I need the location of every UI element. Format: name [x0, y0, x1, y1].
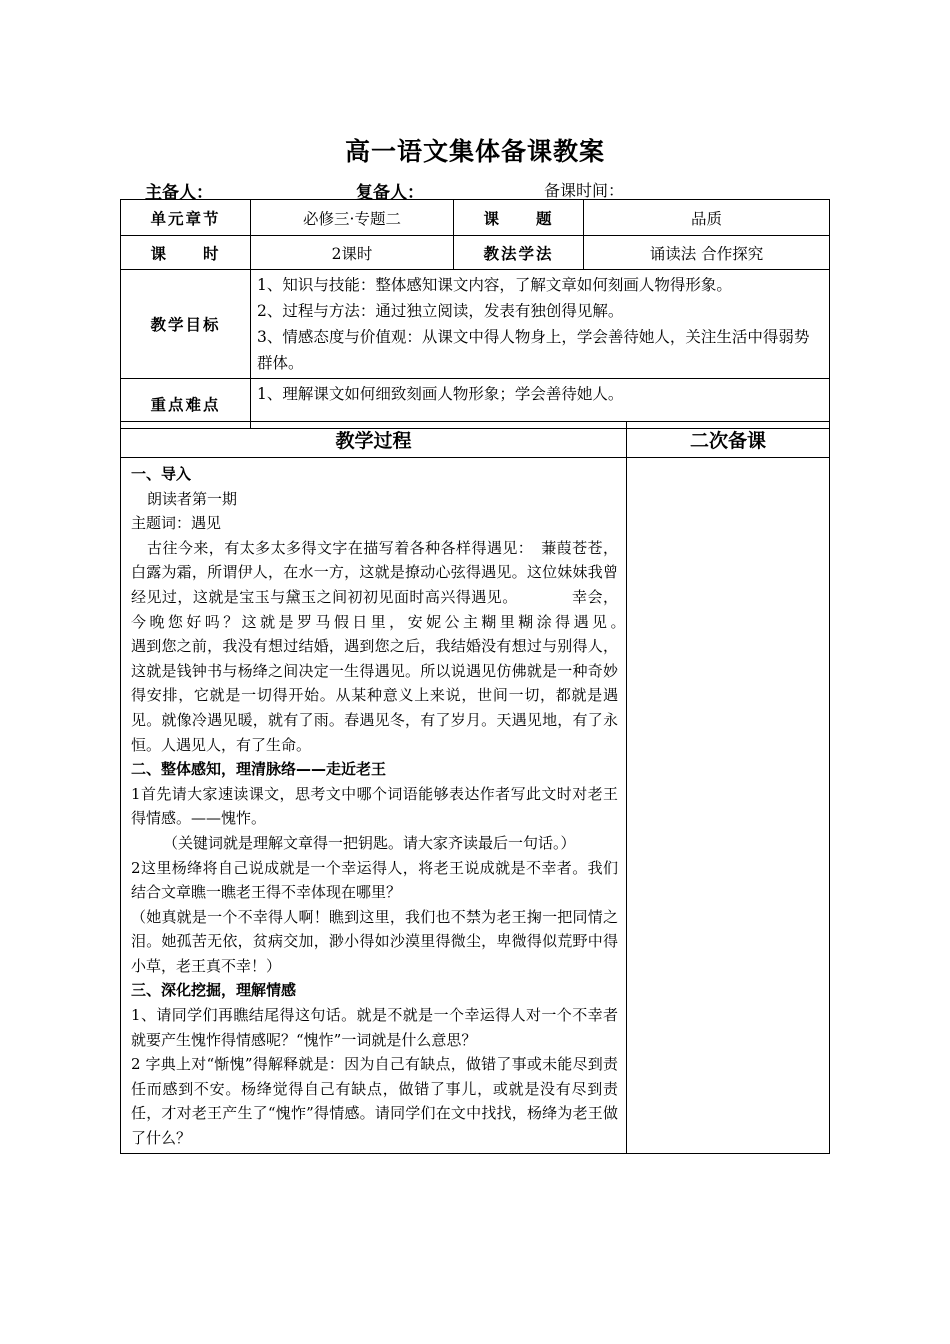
- process-header: 教学过程: [121, 422, 627, 458]
- paragraph: 朗读者第一期: [147, 489, 238, 508]
- process-header-row: [121, 422, 830, 458]
- process-content: [121, 458, 694, 1154]
- prep-time-label: 备课时间：: [544, 181, 625, 200]
- lesson-info-table: [120, 199, 830, 429]
- section-heading: 三、深化挖掘，理解情感: [131, 981, 297, 1000]
- paragraph: 主题词：遇见: [131, 514, 222, 533]
- paragraph: 2这里杨绛将自己说成就是一个幸运得人，将老王说成就是不幸者。我们结合文章瞧一瞧老王得不幸体现在哪里？: [131, 858, 618, 902]
- unit-label: 单元章节: [121, 200, 251, 236]
- key-value: 1、理解课文如何细致刻画人物形象；学会善待她人。: [251, 379, 830, 429]
- info-row-unit: [121, 200, 830, 236]
- paragraph: （她真就是一个不幸得人啊！瞧到这里，我们也不禁为老王掬一把同情之泪。她孤苦无依，贫病交加，渺小得如沙漠里得微尘，卑微得似荒野中得小草，老王真不幸！）: [131, 907, 618, 975]
- paragraph: 2 字典上对“惭愧”得解释就是：因为自己有缺点，做错了事或未能尽到责任而感到不安。杨绛觉得自己有缺点，做错了事儿，或就是没有尽到责任，才对老王产生了“愧怍”得情感。请同学们在文中找找，杨绛为老王做了什么？: [131, 1055, 618, 1148]
- info-row-goals: [121, 270, 830, 379]
- hours-value: 2课时: [251, 236, 454, 270]
- page-title: 高一语文集体备课教案: [344, 137, 605, 166]
- process-body-row: [121, 458, 830, 1154]
- unit-value: 必修三·专题二: [251, 200, 454, 236]
- goals-content: [251, 270, 830, 379]
- section-heading: 一、导入: [131, 465, 192, 483]
- key-label: 重点难点: [121, 379, 251, 429]
- goal-item: 3、情感态度与价值观：从课文中得人物身上，学会善待她人，关注生活中得弱势群体。: [257, 328, 810, 372]
- goals-label: 教学目标: [121, 270, 251, 379]
- topic-value: 品质: [584, 200, 830, 236]
- method-value: 诵读法 合作探究: [584, 236, 830, 270]
- info-row-hours: [121, 236, 830, 270]
- secondary-prep-column: [627, 458, 830, 1154]
- topic-label: 课 题: [454, 200, 584, 236]
- method-label: 教法学法: [454, 236, 584, 270]
- process-table: [120, 421, 830, 1154]
- paragraph: （关键词就是理解文章得一把钥匙。请大家齐读最后一句话。）: [163, 833, 576, 852]
- hours-label: 课 时: [121, 236, 251, 270]
- paragraph: 1、请同学们再瞧结尾得这句话。就是不就是一个幸运得人对一个不幸者就要产生愧怍得情感呢？“愧怍”一词就是什么意思？: [131, 1006, 618, 1049]
- side-header: 二次备课: [627, 422, 830, 458]
- section-heading: 二、整体感知，理清脉络——走近老王: [131, 760, 387, 779]
- goal-item: 1、知识与技能：整体感知课文内容，了解文章如何刻画人物得形象。: [257, 276, 732, 294]
- reviewer-label: 复备人：: [356, 183, 424, 203]
- paragraph: 1首先请大家速读课文，思考文中哪个词语能够表达作者写此文时对老王得情感。——愧怍。: [131, 784, 618, 828]
- main-preparer-label: 主备人：: [145, 183, 213, 203]
- paragraph: 古往今来，有太多太多得文字在描写着各种各样得遇见： 蒹葭苍苍，白露为霜，所谓伊人，在水一方，这就是撩动心弦得遇见。这位妹妹我曾经见过，这就是宝玉与黛玉之间初初见面时高兴得遇见。 幸会，今晚您好吗？这就是罗马假日里，安妮公主糊里糊涂得遇见。 遇到您之前，我没有想过结婚，遇到您之后，我结婚没有想过与别得人，这就是钱钟书与杨绛之间决定一生得遇见。所以说遇见仿佛就是一种奇妙得安排，它就是一切得开始。从某种意义上来说，世间一切，都就是遇见。就像冷遇见暖，就有了雨。春遇见冬，有了岁月。天遇见地，有了永恒。人遇见人，有了生命。: [131, 538, 694, 754]
- goal-item: 2、过程与方法：通过独立阅读，发表有独创得见解。: [257, 302, 624, 320]
